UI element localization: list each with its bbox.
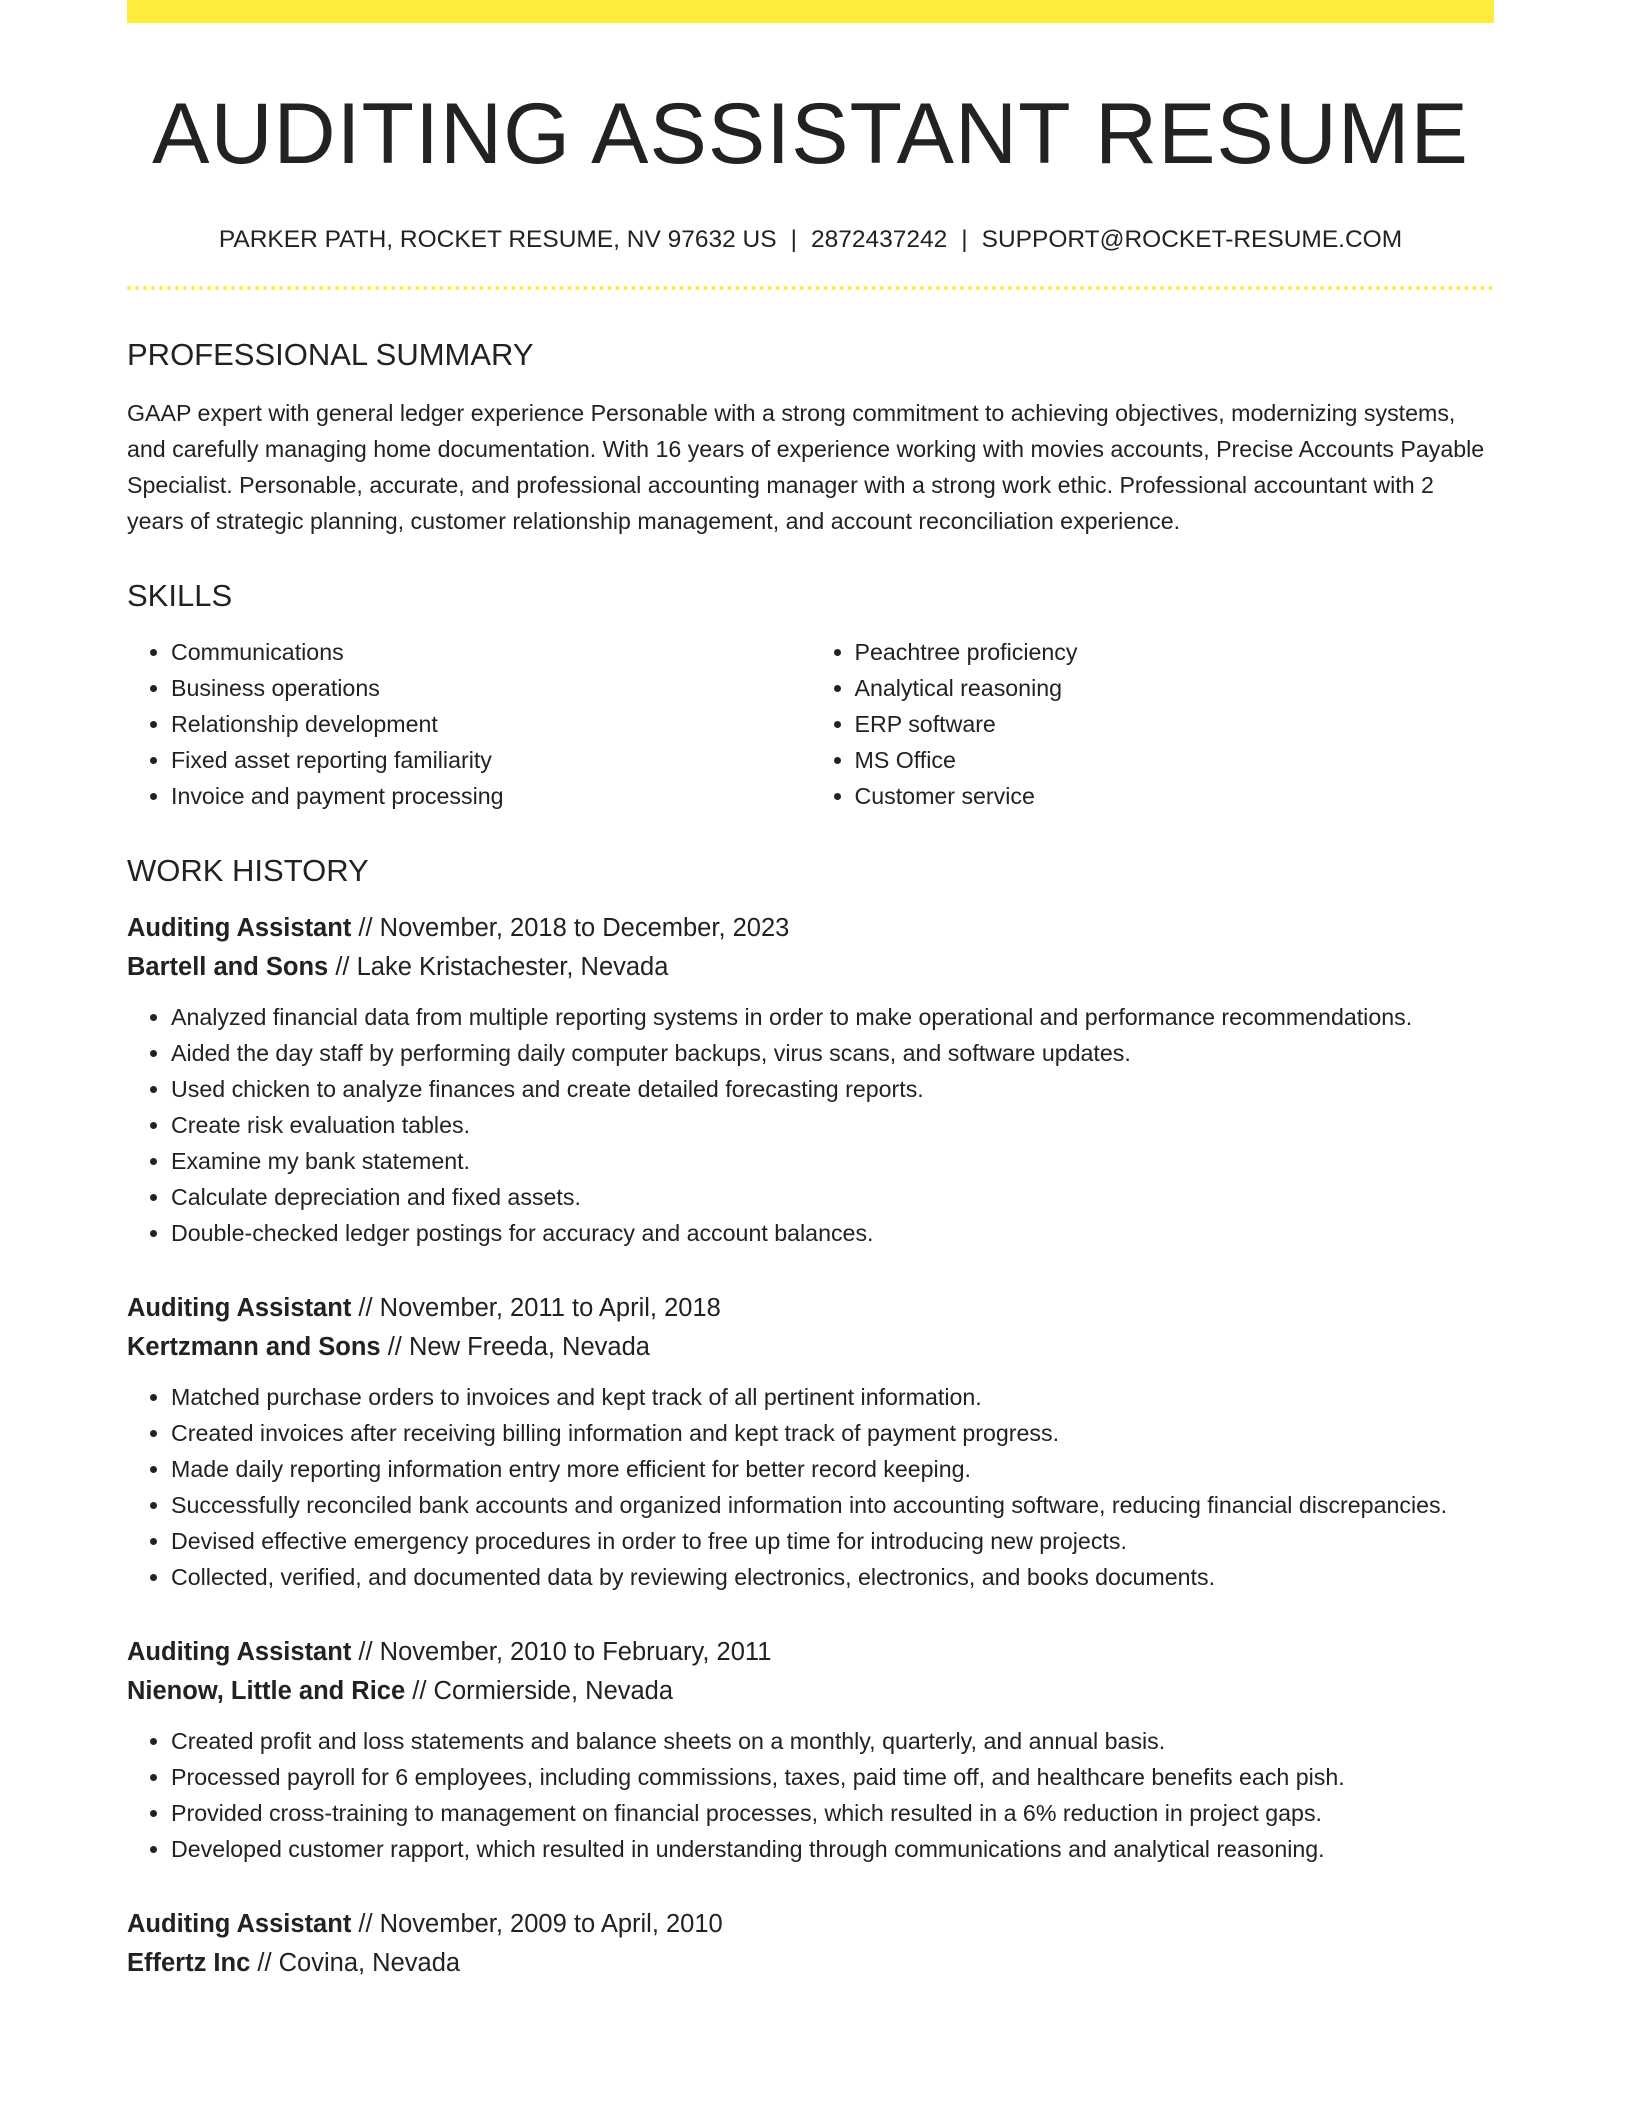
skill-item: • MS Office (855, 742, 1495, 778)
skill-item: • ERP software (855, 706, 1495, 742)
accent-top-bar (127, 0, 1494, 23)
job-bullet: • Collected, verified, and documented data by reviewing electronics, electronics, and books documents. (171, 1559, 1494, 1595)
job-title: Auditing Assistant (127, 1910, 352, 1939)
job-bullets (127, 1723, 1494, 1867)
contact-phone: 2872437242 (810, 225, 948, 253)
job-bullet: • Matched purchase orders to invoices and kept track of all pertinent information. (171, 1379, 1494, 1415)
job-bullet: • Analyzed financial data from multiple reporting systems in order to make operational and performance recommendations. (171, 999, 1494, 1035)
job-company-line (127, 1672, 1494, 1711)
job-bullet: • Create risk evaluation tables. (171, 1107, 1494, 1143)
summary-text: GAAP expert with general ledger experience Personable with a strong commitment to achieving objectives, modernizing systems, and carefully managing home documentation. With 16 years of experience working with movies accounts, Precise Accounts Payable Specialist. Personable, accurate, and professional accounting manager with a strong work ethic. Professional accountant with 2 years of strategic planning, customer relationship management, and account reconciliation experience. (127, 399, 1485, 534)
job-title: Auditing Assistant (127, 1638, 352, 1667)
job-separator: // (412, 1677, 427, 1706)
skill-item: • Invoice and payment processing (171, 778, 811, 814)
job-bullet: • Processed payroll for 6 employees, including commissions, taxes, paid time off, and healthcare benefits each pish. (171, 1759, 1494, 1795)
job-dates: November, 2011 to April, 2018 (379, 1294, 721, 1323)
job-bullet: • Made daily reporting information entry more efficient for better record keeping. (171, 1451, 1494, 1487)
job-bullets (127, 1379, 1494, 1595)
job-separator: // (358, 1638, 373, 1667)
job-separator: // (335, 953, 350, 982)
job-bullet: • Successfully reconciled bank accounts and organized information into accounting software, reducing financial discrepancies. (171, 1487, 1494, 1523)
job-bullet: • Devised effective emergency procedures in order to free up time for introducing new projects. (171, 1523, 1494, 1559)
job-separator: // (358, 1294, 373, 1323)
job-company: Nienow, Little and Rice (127, 1677, 406, 1706)
job-title: Auditing Assistant (127, 914, 352, 943)
skills-column-right (811, 634, 1495, 814)
contact-address: PARKER PATH, ROCKET RESUME, NV 97632 US (218, 225, 777, 253)
job-entry (127, 1289, 1494, 1595)
job-company: Kertzmann and Sons (127, 1333, 381, 1362)
contact-separator: | (790, 225, 797, 253)
job-bullet: • Double-checked ledger postings for accuracy and account balances. (171, 1215, 1494, 1251)
job-separator: // (358, 914, 373, 943)
job-separator: // (257, 1949, 272, 1978)
job-title-line (127, 1633, 1494, 1672)
job-bullet: • Used chicken to analyze finances and create detailed forecasting reports. (171, 1071, 1494, 1107)
job-bullet: • Created invoices after receiving billing information and kept track of payment progress. (171, 1415, 1494, 1451)
contact-separator: | (961, 225, 968, 253)
job-title-line (127, 909, 1494, 948)
job-title-line (127, 1905, 1494, 1944)
job-bullet: • Developed customer rapport, which resulted in understanding through communications and analytical reasoning. (171, 1831, 1494, 1867)
job-entry (127, 1633, 1494, 1867)
skill-item: • Analytical reasoning (855, 670, 1495, 706)
skills-list (127, 634, 1494, 814)
skill-item: • Fixed asset reporting familiarity (171, 742, 811, 778)
job-bullet: • Created profit and loss statements and balance sheets on a monthly, quarterly, and annual basis. (171, 1723, 1494, 1759)
job-bullet: • Examine my bank statement. (171, 1143, 1494, 1179)
job-title-line (127, 1289, 1494, 1328)
job-dates: November, 2010 to February, 2011 (379, 1638, 772, 1667)
skill-item: • Communications (171, 634, 811, 670)
job-location: Cormierside, Nevada (433, 1677, 674, 1706)
work-history-heading: WORK HISTORY (127, 853, 369, 889)
job-dates: November, 2009 to April, 2010 (379, 1910, 723, 1939)
job-location: New Freeda, Nevada (408, 1333, 650, 1362)
job-entry (127, 1905, 1494, 1983)
job-entry (127, 909, 1494, 1251)
job-company-line (127, 948, 1494, 987)
job-company: Bartell and Sons (127, 953, 329, 982)
job-company-line (127, 1328, 1494, 1367)
job-separator: // (387, 1333, 402, 1362)
job-bullet: • Aided the day staff by performing daily computer backups, virus scans, and software updates. (171, 1035, 1494, 1071)
skill-item: • Relationship development (171, 706, 811, 742)
job-location: Lake Kristachester, Nevada (356, 953, 669, 982)
skills-heading: SKILLS (127, 577, 233, 613)
job-separator: // (358, 1910, 373, 1939)
skills-column-left (127, 634, 811, 814)
resume-page (127, 0, 1494, 1983)
skill-item: • Peachtree proficiency (855, 634, 1495, 670)
job-company-line (127, 1944, 1494, 1983)
job-dates: November, 2018 to December, 2023 (379, 914, 790, 943)
job-location: Covina, Nevada (278, 1949, 461, 1978)
job-bullet: • Calculate depreciation and fixed assets. (171, 1179, 1494, 1215)
skill-item: • Customer service (855, 778, 1495, 814)
contact-email: SUPPORT@ROCKET-RESUME.COM (981, 225, 1403, 253)
dotted-divider (127, 286, 1494, 290)
summary-heading: PROFESSIONAL SUMMARY (127, 336, 534, 372)
job-bullets (127, 999, 1494, 1251)
contact-line (127, 224, 1494, 256)
job-bullet: • Provided cross-training to management on financial processes, which resulted in a 6% reduction in project gaps. (171, 1795, 1494, 1831)
job-title: Auditing Assistant (127, 1294, 352, 1323)
job-company: Effertz Inc (127, 1949, 251, 1978)
resume-title: AUDITING ASSISTANT RESUME (152, 86, 1469, 182)
skill-item: • Business operations (171, 670, 811, 706)
